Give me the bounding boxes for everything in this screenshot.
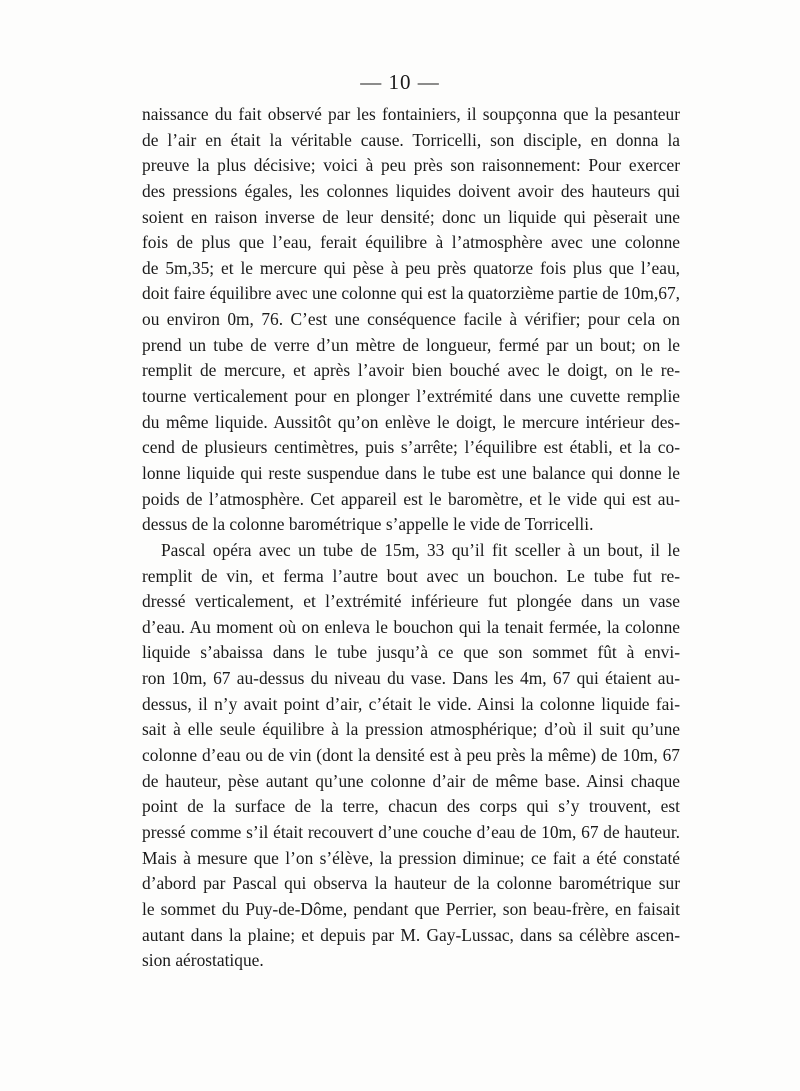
text-line: point de la surface de la terre, chacun des corps qui s’y trouvent, est: [142, 796, 680, 817]
text-line: tourne verticalement pour en plonger l’extrémité dans une cuvette remplie: [142, 386, 680, 407]
text-line: doit faire équilibre avec une colonne qui est la quatorzième partie de 10m,67,: [142, 283, 680, 304]
text-line: lonne liquide qui reste suspendue dans le tube est une balance qui donne le: [142, 462, 680, 483]
text-line: sait à elle seule équilibre à la pression atmosphérique; d’où il suit qu’une: [142, 719, 680, 740]
text-line: poids de l’atmosphère. Cet appareil est le baromètre, et le vide qui est au-: [142, 488, 680, 509]
text-line: du même liquide. Aussitôt qu’on enlève le doigt, le mercure intérieur des-: [142, 411, 680, 432]
text-line: dessus de la colonne barométrique s’appelle le vide de Torricelli.: [142, 514, 594, 535]
text-line: dessus, il n’y avait point d’air, c’était le vide. Ainsi la colonne liquide fai-: [142, 693, 680, 714]
text-line: naissance du fait observé par les fontainiers, il soupçonna que la pesanteur: [142, 104, 680, 124]
body-text: [142, 102, 680, 974]
text-line: prend un tube de verre d’un mètre de longueur, fermé par un bout; on le: [142, 334, 680, 355]
text-line: Pascal opéra avec un tube de 15m, 33 qu’il fit sceller à un bout, il le: [161, 539, 680, 560]
text-line: ron 10m, 67 au-dessus du niveau du vase. Dans les 4m, 67 qui étaient au-: [142, 668, 680, 689]
text-line: pressé comme s’il était recouvert d’une couche d’eau de 10m, 67 de hauteur.: [142, 821, 680, 842]
text-line: remplit de vin, et ferma l’autre bout avec un bouchon. Le tube fut re-: [142, 565, 680, 586]
text-line: ou environ 0m, 76. C’est une conséquence facile à vérifier; pour cela on: [142, 309, 680, 330]
text-line: sion aérostatique.: [142, 950, 264, 971]
text-line: de l’air en était la véritable cause. Torricelli, son disciple, en donna la: [142, 129, 680, 150]
text-line: le sommet du Puy-de-Dôme, pendant que Perrier, son beau-frère, en faisait: [142, 898, 680, 919]
text-line: colonne d’eau ou de vin (dont la densité est à peu près la même) de 10m, 67: [142, 745, 680, 766]
text-line: liquide s’abaissa dans le tube jusqu’à ce que son sommet fût à envi-: [142, 642, 680, 663]
text-line: preuve la plus décisive; voici à peu près son raisonnement: Pour exercer: [142, 155, 680, 176]
text-line: soient en raison inverse de leur densité; donc un liquide qui pèserait une: [142, 206, 680, 227]
paragraph-1: [142, 102, 680, 538]
text-line: fois de plus que l’eau, ferait équilibre à l’atmosphère avec une colonne: [142, 232, 680, 253]
text-line: remplit de mercure, et après l’avoir bien bouché avec le doigt, on le re-: [142, 360, 680, 381]
text-line: de hauteur, pèse autant qu’une colonne d’air de même base. Ainsi chaque: [142, 770, 680, 791]
text-line: autant dans la plaine; et depuis par M. Gay-Lussac, dans sa célèbre ascen-: [142, 924, 680, 945]
text-line: des pressions égales, les colonnes liquides doivent avoir des hauteurs qui: [142, 180, 680, 201]
paragraph-2: [142, 538, 680, 974]
text-line: cend de plusieurs centimètres, puis s’arrête; l’équilibre est établi, et la co-: [142, 437, 680, 458]
text-line: d’eau. Au moment où on enleva le bouchon qui la tenait fermée, la colonne: [142, 616, 680, 637]
text-line: dressé verticalement, et l’extrémité inférieure fut plongée dans un vase: [142, 591, 680, 612]
text-line: d’abord par Pascal qui observa la hauteur de la colonne barométrique sur: [142, 873, 680, 894]
text-line: de 5m,35; et le mercure qui pèse à peu près quatorze fois plus que l’eau,: [142, 257, 680, 278]
text-line: Mais à mesure que l’on s’élève, la pression diminue; ce fait a été constaté: [142, 847, 680, 868]
page-number: — 10 —: [360, 70, 440, 94]
